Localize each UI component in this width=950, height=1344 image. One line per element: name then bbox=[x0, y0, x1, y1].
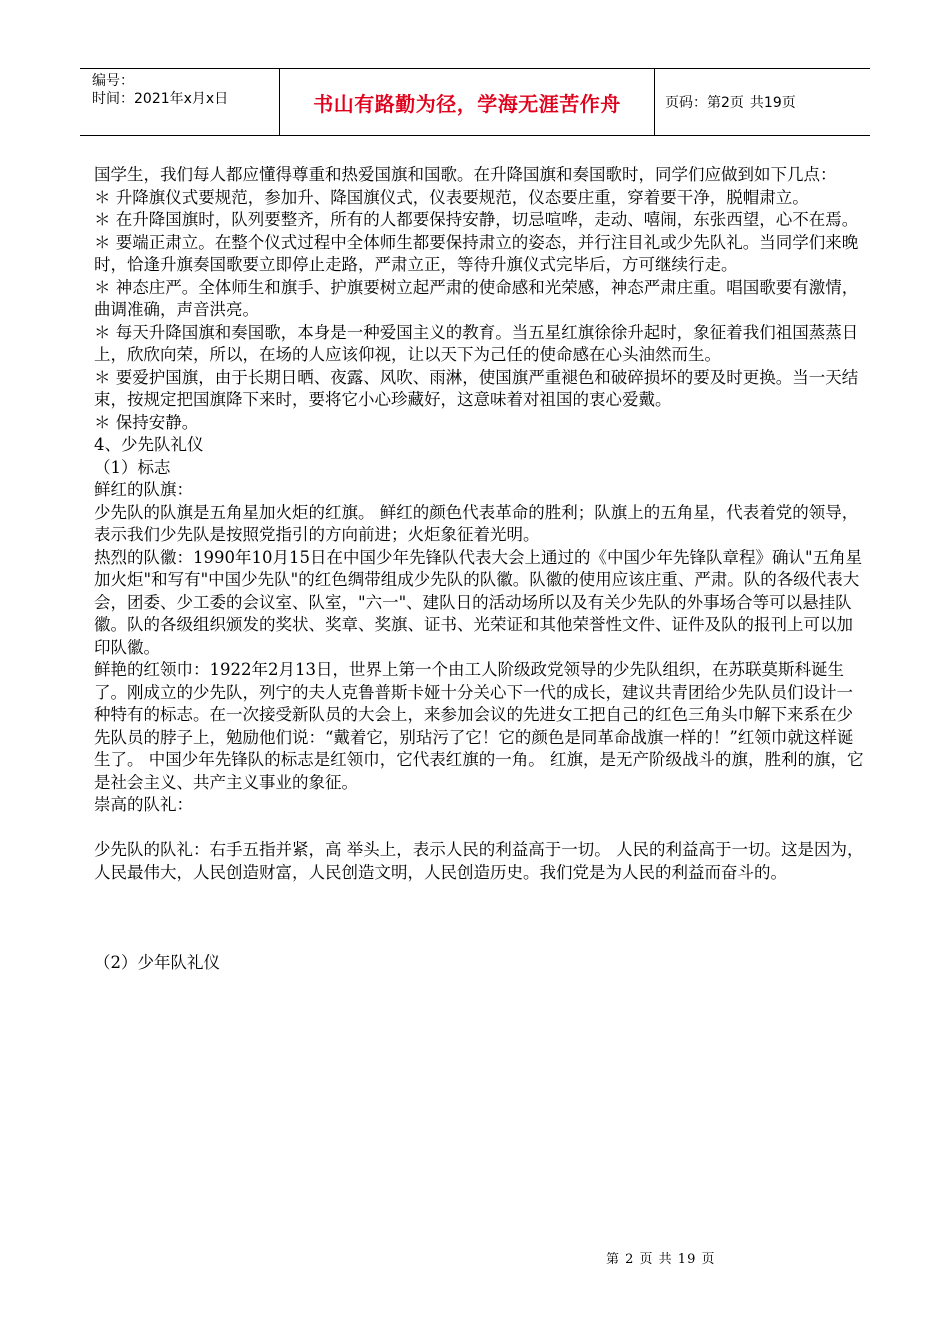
salute-heading: 崇高的队礼： bbox=[94, 795, 193, 814]
paragraph-salute: 少先队的队礼：右手五指并紧，高 举头上，表示人民的利益高于一切。 人民的利益高于一切。这是因为，人民最伟大，人民创造财富，人民创造文明，人民创造历史。我们党是为人民的利益而奋斗的。 bbox=[94, 840, 864, 882]
spacer bbox=[94, 929, 866, 952]
spacer bbox=[94, 884, 866, 929]
header-page-cell bbox=[655, 69, 870, 135]
paragraph-rule-3: ＊ 要端正肃立。在整个仪式过程中全体师生都要保持肃立的姿态，并行注目礼或少先队礼。当同学们来晚时，恰逢升旗奏国歌要立即停止走路，严肃立正，等待升旗仪式完毕后，方可继续行走。 bbox=[94, 232, 859, 274]
header-meta-cell bbox=[80, 69, 280, 135]
flag-heading: 鲜红的队旗： bbox=[94, 480, 193, 499]
paragraph-rule-2: ＊ 在升降国旗时，队列要整齐，所有的人都要保持安静，切忌喧哗，走动、嘻闹，东张西望，心不在焉。 bbox=[94, 210, 859, 229]
header-total-pages: 共19页 bbox=[749, 95, 796, 111]
paragraph-rule-6: ＊ 要爱护国旗，由于长期日晒、夜露、风吹、雨淋，使国旗严重褪色和破碎损坏的要及时更换。当一天结束，按规定把国旗降下来时，要将它小心珍藏好，这意味着对祖国的衷心爱戴。 bbox=[94, 367, 859, 409]
subsection-heading: （1）标志 bbox=[94, 457, 171, 477]
page-header bbox=[80, 68, 870, 136]
paragraph-emblem: 热烈的队徽：1990年10月15日在中国少年先锋队代表大会上通过的《中国少年先锋队章程》确认"五角星加火炬"和写有"中国少先队"的红色绸带组成少先队的队徽。队徽的使用应该庄重、严肃。队的各级代表大会，团委、少工委的会议室、队室，"六一"、建队日的活动场所以及有关少先队的外事场合等可以悬挂队徽。队的各级组织颁发的奖状、奖章、奖旗、证书、光荣证和其他荣誉性文件、证件及队的报刊上可以加印队徽。 bbox=[94, 547, 863, 657]
paragraph-rule-4: ＊ 神态庄严。全体师生和旗手、护旗要树立起严肃的使命感和光荣感，神态严肃庄重。唱国歌要有激情，曲调准确，声音洪亮。 bbox=[94, 277, 859, 319]
document-time-label: 时间：2021年x月x日 bbox=[92, 91, 229, 107]
paragraph-flag: 少先队的队旗是五角星加火炬的红旗。 鲜红的颜色代表革命的胜利；队旗上的五角星，代表着党的领导，表示我们少先队是按照党指引的方向前进；火炬象征着光明。 bbox=[94, 502, 859, 544]
spacer bbox=[94, 817, 866, 840]
document-body bbox=[94, 164, 866, 974]
paragraph-intro: 国学生，我们每人都应懂得尊重和热爱国旗和国歌。在升降国旗和奏国歌时，同学们应做到如下几点： bbox=[94, 165, 837, 184]
header-motto-cell bbox=[280, 69, 655, 135]
section-heading: 4、少先队礼仪 bbox=[94, 435, 204, 454]
header-motto: 书山有路勤为径，学海无涯苦作舟 bbox=[313, 91, 621, 116]
paragraph-scarf: 鲜艳的红领巾：1922年2月13日，世界上第一个由工人阶级政党领导的少先队组织，在苏联莫斯科诞生了。刚成立的少先队，列宁的夫人克鲁普斯卡娅十分关心下一代的成长，建议共青团给少先队员们设计一种特有的标志。在一次接受新队员的大会上，来参加会议的先进女工把自己的红色三角头巾解下来系在少先队员的脖子上，勉励他们说：“戴着它，别玷污了它！它的颜色是同革命战旗一样的！”红领巾就这样诞生了。 中国少年先锋队的标志是红领巾，它代表红旗的一角。 红旗，是无产阶级战斗的旗，胜利的旗，它是社会主义、共产主义事业的象征。 bbox=[94, 660, 864, 792]
page-footer: 第 2 页 共 19 页 bbox=[606, 1252, 716, 1267]
paragraph-rule-1: ＊ 升降旗仪式要规范，参加升、降国旗仪式，仪表要规范，仪态要庄重，穿着要干净，脱帽肃立。 bbox=[94, 187, 809, 207]
paragraph-rule-5: ＊ 每天升降国旗和奏国歌，本身是一种爱国主义的教育。当五星红旗徐徐升起时，象征着我们祖国蒸蒸日上，欣欣向荣，所以，在场的人应该仰视，让以天下为己任的使命感在心头油然而生。 bbox=[94, 322, 859, 364]
paragraph-rule-7: ＊ 保持安静。 bbox=[94, 412, 199, 432]
header-page-number: 页码：第2页 bbox=[665, 95, 744, 111]
subsection-heading-2: （2）少年队礼仪 bbox=[94, 952, 220, 972]
document-number-label: 编号： bbox=[92, 73, 134, 89]
